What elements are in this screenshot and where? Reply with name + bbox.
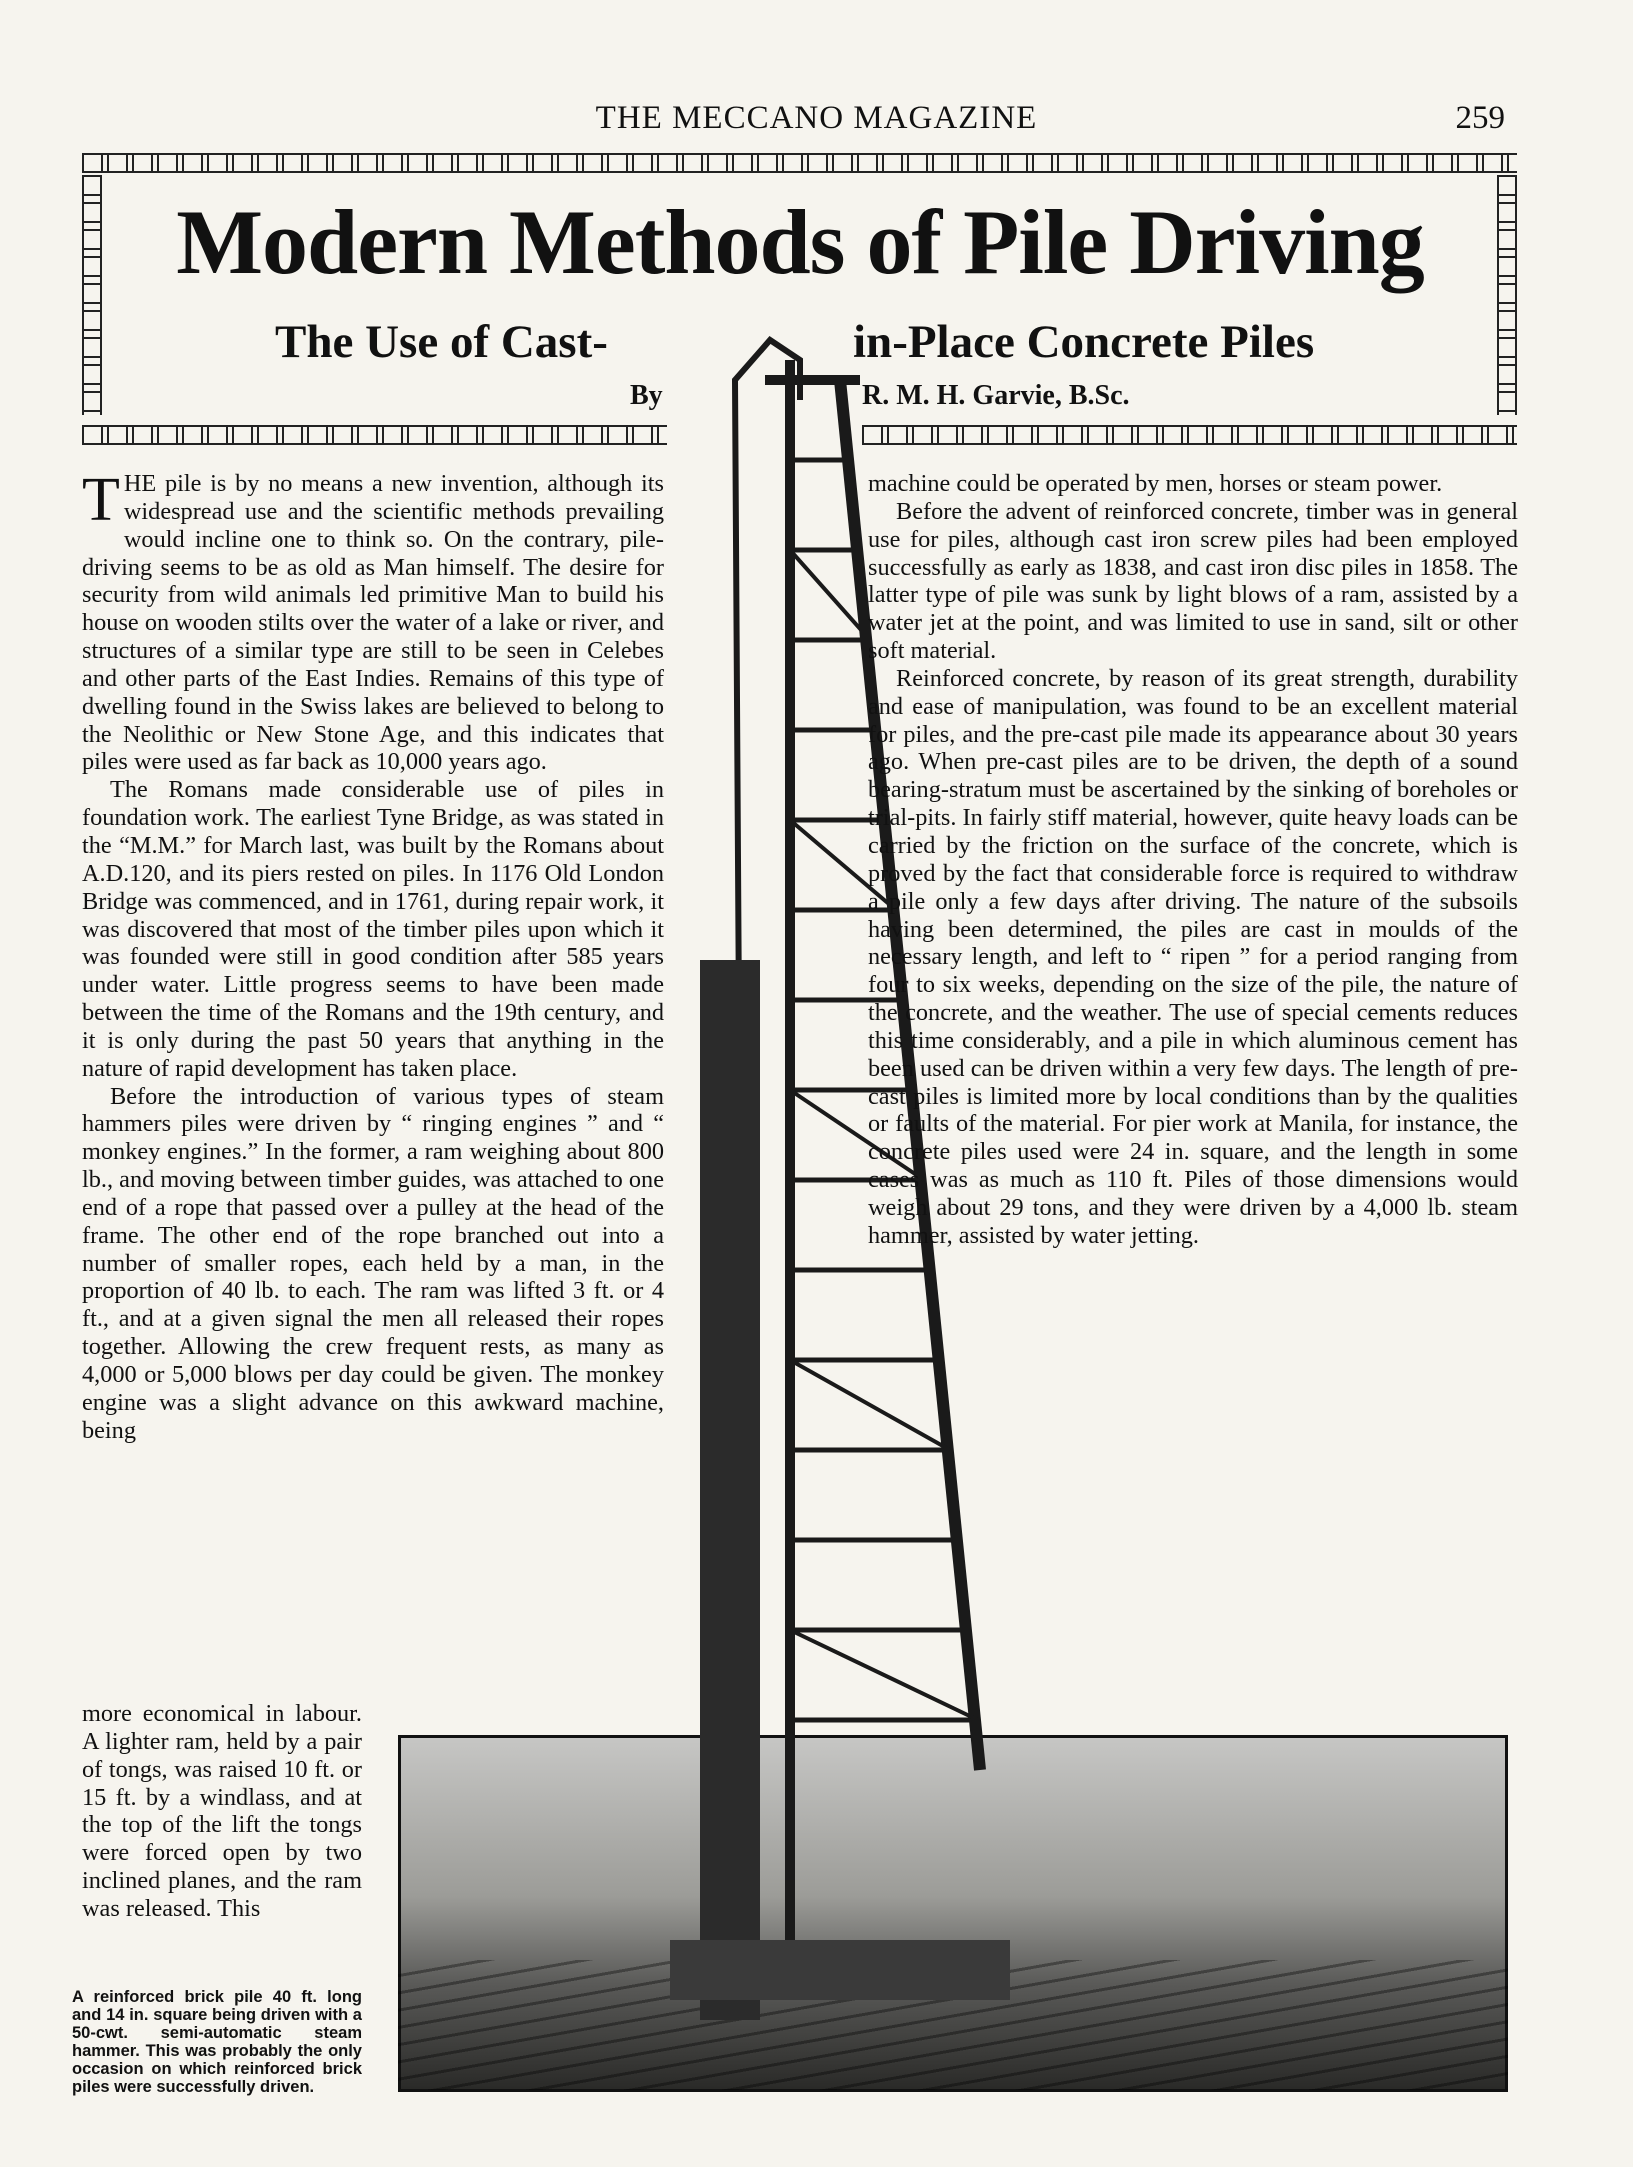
article-paragraph: Before the introduction of various types of steam hammers piles were driven by “ ringing engines ” and “ monkey engines.” In the former, a ram weighing about 800 lb., and moving between timber guides, was attached to one end of a rope that passed over a pulley at the head of the frame. The other end of the rope branched out into a number of smaller ropes, each held by a man, in the proportion of 40 lb. to each. The ram was lifted 3 ft. or 4 ft., and at a given signal the men all released their ropes together. Allowing the crew frequent rests, as many as 4,000 or 5,000 blows per day could be given. The monkey engine was a slight advance on this awkward machine, being bbox=[82, 1082, 664, 1444]
border-right bbox=[1497, 175, 1517, 415]
drop-cap: T bbox=[82, 466, 120, 534]
border-left bbox=[82, 175, 102, 415]
article-paragraph: Before the advent of reinforced concrete, timber was in general use for piles, although cast iron screw piles had been employed successfully as early as 1838, and cast iron disc piles in 1858. The latter type of pile was sunk by light blows of a ram, assisted by a water jet at the point, and was limited to use in sand, silt or other soft material. bbox=[868, 497, 1518, 665]
byline-label: By bbox=[630, 380, 663, 411]
author-name: R. M. H. Garvie, B.Sc. bbox=[862, 380, 1130, 411]
article-column-left bbox=[82, 466, 664, 1445]
running-title: THE MECCANO MAGAZINE bbox=[595, 100, 1038, 136]
article-paragraph: more economical in labour. A lighter ram, held by a pair of tongs, was raised 10 ft. or 15 ft. by a windlass, and at the top of the lift the tongs were forced open by two inclined planes, and the ram was released. This bbox=[82, 1700, 362, 1922]
article-column-right bbox=[868, 470, 1518, 1250]
article-paragraph: The Romans made considerable use of piles in foundation work. The earliest Tyne Bridge, as was stated in the “M.M.” for March last, was built by the Romans about A.D.120, and its piers rested on piles. In 1176 Old London Bridge was commenced, and in 1761, during repair work, it was discovered that most of the timber piles upon which it was founded were still in good condition after 585 years under water. Little progress seems to have been made between the time of the Romans and the 19th century, and it is only during the past 50 years that anything in the nature of rapid development has taken place. bbox=[82, 776, 664, 1082]
subtitle-right: in-Place Concrete Piles bbox=[853, 316, 1315, 368]
photo-caption: A reinforced brick pile 40 ft. long and 14 in. square being driven with a 50-cwt. semi-automatic steam hammer. This was probably the only occasion on which reinforced brick piles were successfully driven. bbox=[72, 1988, 362, 2096]
article-paragraph: Reinforced concrete, by reason of its great strength, durability and ease of manipulation, was found to be an excellent material for piles, and the pre-cast pile made its appearance about 30 years ago. When pre-cast piles are to be driven, the depth of a sound bearing-stratum must be ascertained by the sinking of boreholes or trial-pits. In fairly stiff material, however, quite heavy loads can be carried by the friction on the surface of the concrete, which is proved by the fact that considerable force is required to withdraw a pile only a few days after driving. The nature of the subsoils having been determined, the piles are cast in moulds of the necessary length, and left to “ ripen ” for a period ranging from four to six weeks, depending on the size of the pile, the nature of the concrete, and the weather. The use of special cements reduces this time considerably, and a pile in which aluminous cement has been used can be driven within a very few days. The length of pre-cast piles is limited more by local conditions than by the qualities or faults of the material. For pier work at Manila, for instance, the concrete piles used were 24 in. square, and the length in some cases was as much as 110 ft. Piles of those dimensions would weigh about 29 tons, and they were driven by a 4,000 lb. steam hammer, assisted by water jetting. bbox=[868, 664, 1518, 1249]
article-paragraph bbox=[82, 466, 664, 776]
border-bottom-left bbox=[82, 425, 667, 445]
article-paragraph: machine could be operated by men, horses or steam power. bbox=[868, 470, 1443, 497]
article-title: Modern Methods of Pile Driving bbox=[176, 191, 1424, 293]
article-column-left-narrow bbox=[82, 1700, 362, 1923]
subtitle-left: The Use of Cast- bbox=[275, 316, 608, 368]
border-top bbox=[82, 153, 1517, 173]
paragraph-text: HE pile is by no means a new invention, although its widespread use and the scientific methods prevailing would incline one to think so. On the contrary, pile-driving seems to be as old as Man himself. The desire for security from wild animals led primitive Man to build his house on wooden stilts over the water of a lake or river, and structures of a similar type are still to be seen in Celebes and other parts of the East Indies. Remains of this type of dwelling found in the Swiss lakes are believed to belong to the Neolithic or New Stone Age, and this indicates that piles were used as far back as 10,000 years ago. bbox=[82, 470, 664, 776]
page-number: 259 bbox=[1455, 100, 1505, 136]
